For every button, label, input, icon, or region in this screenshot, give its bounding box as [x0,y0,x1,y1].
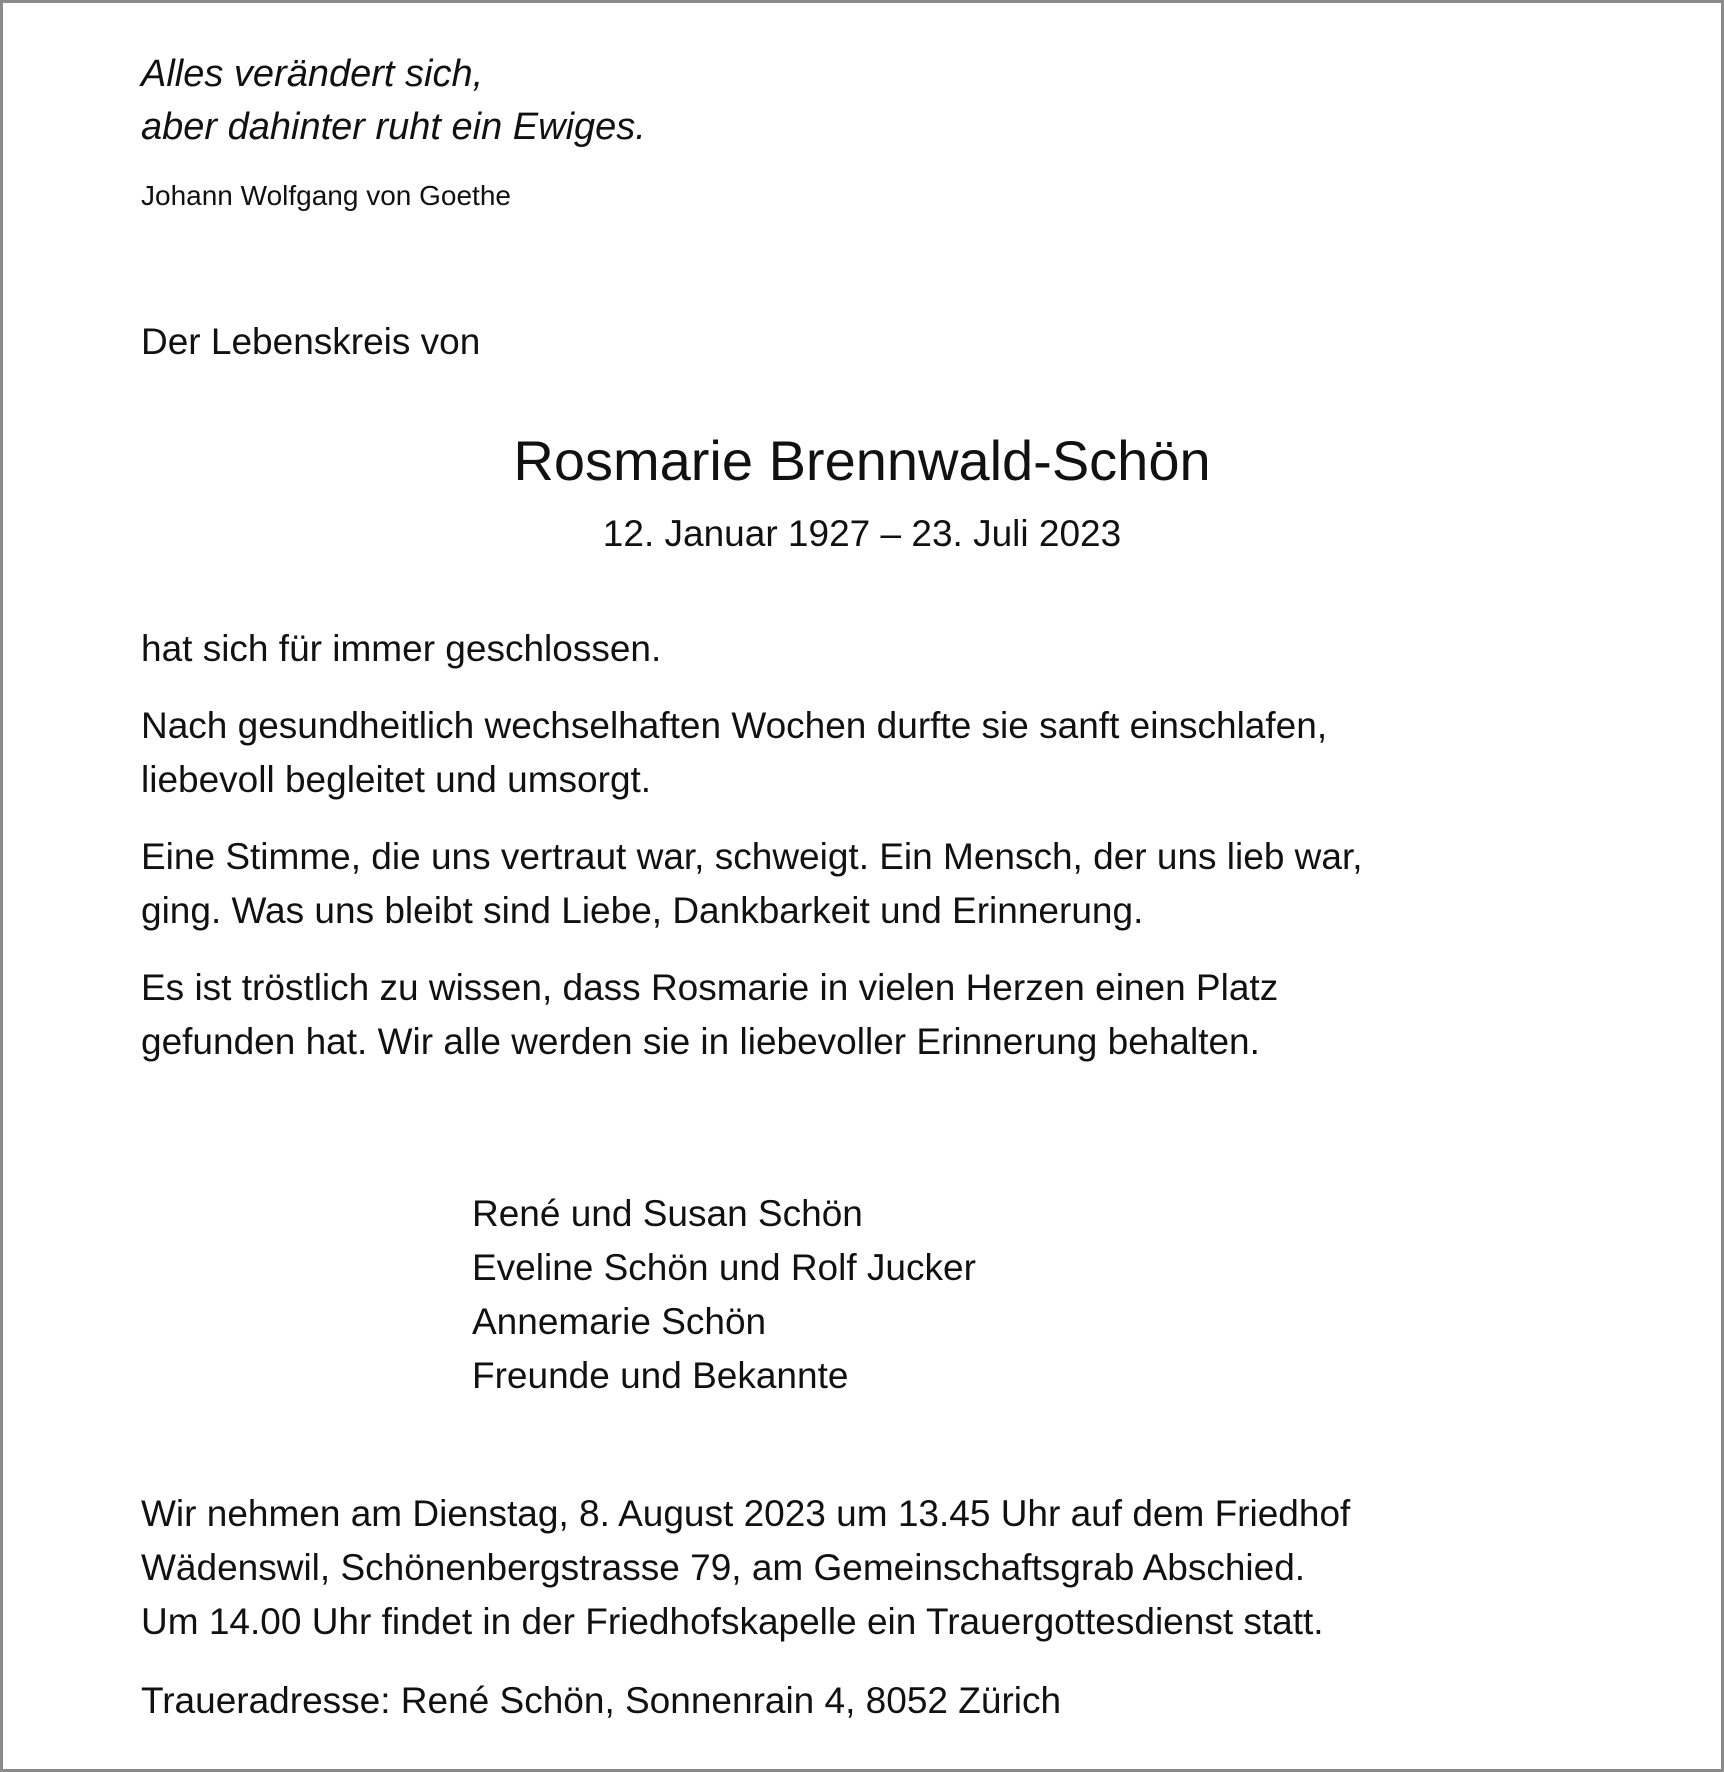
body-line: Eine Stimme, die uns vertraut war, schweigt. Ein Mensch, der uns lieb war, [141,836,1363,877]
ceremony-line: Wädenswil, Schönenbergstrasse 79, am Gemeinschaftsgrab Abschied. [141,1547,1306,1588]
body-paragraph [141,699,1327,807]
body-paragraph [141,830,1363,938]
ceremony-line: Wir nehmen am Dienstag, 8. August 2023 um 13.45 Uhr auf dem Friedhof [141,1493,1351,1534]
mourner: Annemarie Schön [472,1301,767,1342]
mourning-address: Traueradresse: René Schön, Sonnenrain 4, 8052 Zürich [141,1680,1062,1721]
deceased-name: Rosmarie Brennwald-Schön [513,429,1211,492]
ceremony-info [141,1487,1350,1649]
body-paragraph [141,961,1278,1069]
body-line: gefunden hat. Wir alle werden sie in liebevoller Erinnerung behalten. [141,1021,1260,1062]
body-line: Es ist tröstlich zu wissen, dass Rosmarie in vielen Herzen einen Platz [141,967,1279,1008]
quote-line: Alles verändert sich, [141,53,484,95]
body-line: ging. Was uns bleibt sind Liebe, Dankbarkeit und Erinnerung. [141,890,1144,931]
mourner: Eveline Schön und Rolf Jucker [472,1247,976,1288]
quote-line: aber dahinter ruht ein Ewiges. [141,106,646,148]
body-line: hat sich für immer geschlossen. [141,628,662,669]
quote-author: Johann Wolfgang von Goethe [141,180,511,211]
mourner: René und Susan Schön [472,1193,863,1234]
intro-text: Der Lebenskreis von [141,321,481,362]
body-line: liebevoll begleitet und umsorgt. [141,759,652,800]
mourner: Freunde und Bekannte [472,1355,849,1396]
mourners-list [472,1187,976,1403]
life-dates: 12. Januar 1927 – 23. Juli 2023 [602,513,1122,554]
body-paragraph [141,622,661,676]
body-line: Nach gesundheitlich wechselhaften Wochen durfte sie sanft einschlafen, [141,705,1328,746]
ceremony-line: Um 14.00 Uhr findet in der Friedhofskapelle ein Trauergottesdienst statt. [141,1601,1324,1642]
